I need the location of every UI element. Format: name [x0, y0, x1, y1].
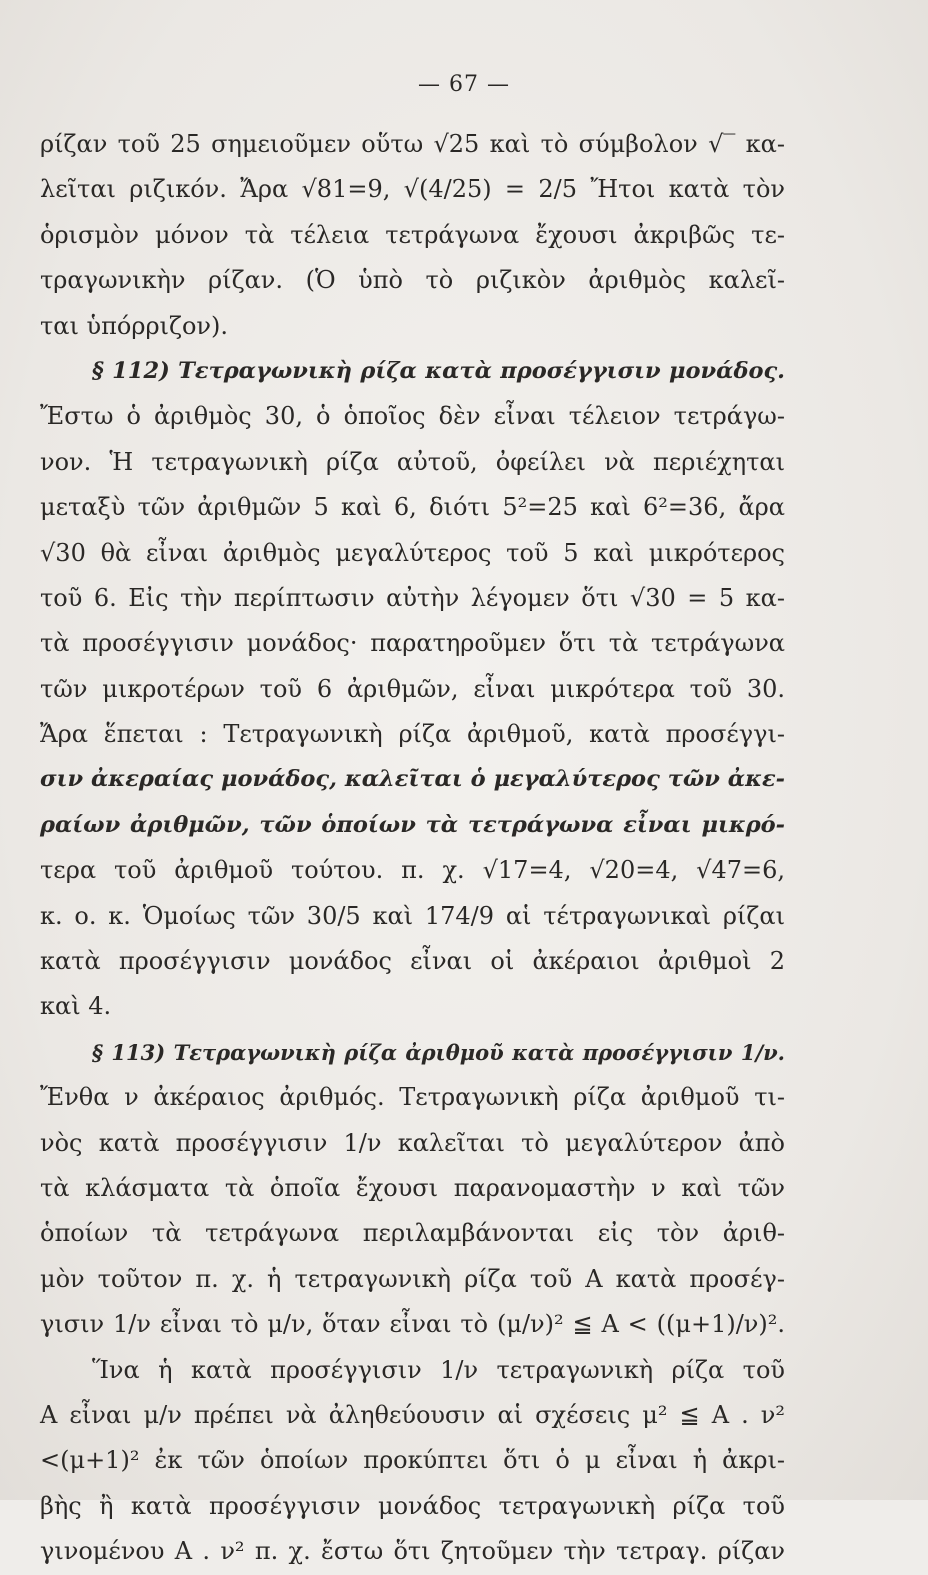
text-line: τραγωνικὴν ρίζαν. (Ὁ ὑπὸ τὸ ριζικὸν ἀριθμὸς καλεῖ-: [40, 266, 785, 295]
text-line: βὴς ἢ κατὰ προσέγγισιν μονάδος τετραγωνικὴ ρίζα τοῦ: [40, 1491, 785, 1520]
definition-line: Ἄρα ἕπεται : Τετραγωνικὴ ρίζα ἀριθμοῦ, κατὰ προσέγγι-: [40, 720, 785, 749]
text-line: κατὰ προσέγγισιν μονάδος εἶναι οἱ ἀκέραιοι ἀριθμοὶ 2: [40, 947, 785, 976]
text-line: ται ὑπόρριζον).: [40, 311, 229, 340]
page-body: [40, 122, 785, 1575]
text-line: γινομένου Α . ν² π. χ. ἔστω ὅτι ζητοῦμεν τὴν τετραγ. ρίζαν: [40, 1537, 785, 1566]
text-line: τὰ κλάσματα τὰ ὁποῖα ἔχουσι παρανομαστὴν ν καὶ τῶν: [40, 1173, 785, 1202]
definition-line: σιν ἀκεραίας μονάδος, καλεῖται ὁ μεγαλύτερος τῶν ἀκε-: [40, 766, 785, 793]
text-line: τοῦ 6. Εἰς τὴν περίπτωσιν αὐτὴν λέγομεν ὅτι √30 = 5 κα-: [40, 583, 785, 612]
text-line: μεταξὺ τῶν ἀριθμῶν 5 καὶ 6, διότι 5²=25 καὶ 6²=36, ἄρα: [40, 493, 785, 522]
text-line: τῶν μικροτέρων τοῦ 6 ἀριθμῶν, εἶναι μικρότερα τοῦ 30.: [40, 674, 785, 703]
text-line: καὶ 4.: [40, 992, 112, 1021]
text-line: τερα τοῦ ἀριθμοῦ τούτου. π. χ. √17=4, √20=4, √47=6,: [40, 856, 785, 885]
text-line: ὁποίων τὰ τετράγωνα περιλαμβάνονται εἰς τὸν ἀριθ-: [40, 1219, 785, 1248]
text-line: ρίζαν τοῦ 25 σημειοῦμεν οὕτω √25 καὶ τὸ σύμβολον √‾ κα-: [40, 130, 785, 158]
section-heading-112: § 112) Τετραγωνικὴ ρίζα κατὰ προσέγγισιν μονάδος.: [92, 357, 785, 384]
text-line: λεῖται ριζικόν. Ἄρα √81=9, √(4/25) = 2/5 Ἤτοι κατὰ τὸν: [40, 175, 785, 204]
text-line: κ. ο. κ. Ὁμοίως τῶν 30/5 καὶ 174/9 αἱ τέτραγωνικαὶ ρίζαι: [40, 901, 785, 930]
text-line: νον. Ἡ τετραγωνικὴ ρίζα αὐτοῦ, ὀφείλει νὰ περιέχηται: [40, 447, 785, 476]
text-line: Ἔνθα ν ἀκέραιος ἀριθμός. Τετραγωνικὴ ρίζα ἀριθμοῦ τι-: [40, 1083, 785, 1112]
text-line: ὁρισμὸν μόνον τὰ τέλεια τετράγωνα ἔχουσι ἀκριβῶς τε-: [40, 220, 785, 249]
text-line: μὸν τοῦτον π. χ. ἡ τετραγωνικὴ ρίζα τοῦ Α κατὰ προσέγ-: [40, 1264, 785, 1293]
text-line: Ἔστω ὁ ἀριθμὸς 30, ὁ ὁποῖος δὲν εἶναι τέλειον τετράγω-: [40, 402, 785, 431]
section-heading-113: § 113) Τετραγωνικὴ ρίζα ἀριθμοῦ κατὰ προσέγγισιν 1/ν.: [92, 1039, 785, 1065]
text-line: √30 θὰ εἶναι ἀριθμὸς μεγαλύτερος τοῦ 5 καὶ μικρότερος: [40, 538, 785, 567]
text-line: τὰ προσέγγισιν μονάδος· παρατηροῦμεν ὅτι τὰ τετράγωνα: [40, 629, 785, 658]
text-line: νὸς κατὰ προσέγγισιν 1/ν καλεῖται τὸ μεγαλύτερον ἀπὸ: [40, 1128, 785, 1157]
text-line: Α εἶναι μ/ν πρέπει νὰ ἀληθεύουσιν αἱ σχέσεις μ² ≦ Α . ν²: [40, 1400, 785, 1429]
text-line: Ἵνα ἡ κατὰ προσέγγισιν 1/ν τετραγωνικὴ ρίζα τοῦ: [92, 1355, 785, 1384]
text-line: <(μ+1)² ἐκ τῶν ὁποίων προκύπτει ὅτι ὁ μ εἶναι ἡ ἀκρι-: [40, 1446, 785, 1475]
text-line: γισιν 1/ν εἶναι τὸ μ/ν, ὅταν εἶναι τὸ (μ/ν)² ≦ Α < ((μ+1)/ν)².: [40, 1310, 785, 1339]
definition-line: ραίων ἀριθμῶν, τῶν ὁποίων τὰ τετράγωνα εἶναι μικρό-: [40, 811, 785, 838]
page-number: — 67 —: [418, 72, 510, 97]
